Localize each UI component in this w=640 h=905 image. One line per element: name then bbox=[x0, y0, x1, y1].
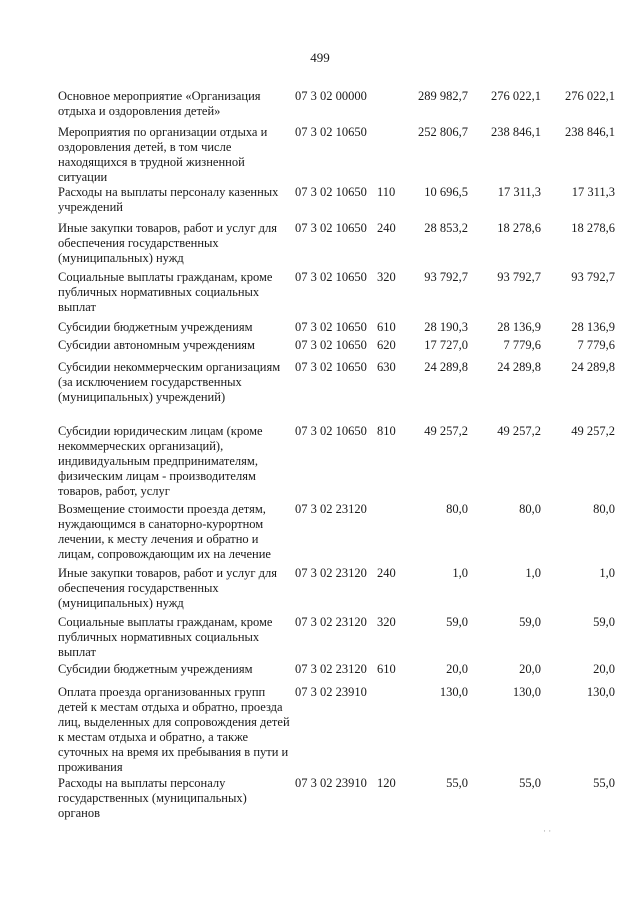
row-code: 07 3 02 23120 bbox=[295, 502, 367, 516]
row-code: 07 3 02 23120 bbox=[295, 566, 367, 580]
row-expense-type: 810 bbox=[377, 424, 396, 438]
row-name: Субсидии автономным учреждениям bbox=[58, 338, 255, 352]
row-value-year-1: 1,0 bbox=[452, 566, 468, 580]
row-value-year-1: 55,0 bbox=[446, 776, 468, 790]
row-value-year-3: 20,0 bbox=[593, 662, 615, 676]
row-expense-type: 630 bbox=[377, 360, 396, 374]
row-value-year-2: 276 022,1 bbox=[491, 89, 541, 103]
row-value-year-2: 55,0 bbox=[519, 776, 541, 790]
row-value-year-2: 28 136,9 bbox=[497, 320, 541, 334]
row-expense-type: 620 bbox=[377, 338, 396, 352]
row-code: 07 3 02 23910 bbox=[295, 685, 367, 699]
row-name: Иные закупки товаров, работ и услуг для обеспечения государственных (муниципальных) нужд bbox=[58, 566, 278, 610]
row-value-year-1: 289 982,7 bbox=[418, 89, 468, 103]
row-code: 07 3 02 10650 bbox=[295, 360, 367, 374]
row-expense-type: 610 bbox=[377, 662, 396, 676]
row-value-year-1: 28 853,2 bbox=[424, 221, 468, 235]
row-value-year-3: 17 311,3 bbox=[571, 185, 615, 199]
row-value-year-2: 80,0 bbox=[519, 502, 541, 516]
row-expense-type: 320 bbox=[377, 615, 396, 629]
row-code: 07 3 02 10650 bbox=[295, 424, 367, 438]
row-value-year-1: 28 190,3 bbox=[424, 320, 468, 334]
row-value-year-3: 55,0 bbox=[593, 776, 615, 790]
row-value-year-3: 49 257,2 bbox=[571, 424, 615, 438]
row-value-year-3: 238 846,1 bbox=[565, 125, 615, 139]
row-code: 07 3 02 23120 bbox=[295, 615, 367, 629]
row-value-year-1: 59,0 bbox=[446, 615, 468, 629]
row-value-year-3: 130,0 bbox=[586, 685, 615, 699]
row-value-year-1: 49 257,2 bbox=[424, 424, 468, 438]
row-expense-type: 240 bbox=[377, 221, 396, 235]
row-value-year-1: 20,0 bbox=[446, 662, 468, 676]
row-value-year-2: 130,0 bbox=[512, 685, 541, 699]
row-name: Субсидии бюджетным учреждениям bbox=[58, 320, 253, 334]
row-name: Социальные выплаты гражданам, кроме публичных нормативных социальных выплат bbox=[58, 270, 273, 314]
row-code: 07 3 02 10650 bbox=[295, 221, 367, 235]
row-name: Социальные выплаты гражданам, кроме публичных нормативных социальных выплат bbox=[58, 615, 273, 659]
row-value-year-1: 252 806,7 bbox=[418, 125, 468, 139]
row-name: Возмещение стоимости проезда детям, нуждающимся в санаторно-курортном лечении, к месту лечения и обратно и лицам, сопровождающим их на лечение bbox=[58, 502, 271, 561]
row-value-year-2: 17 311,3 bbox=[497, 185, 541, 199]
row-code: 07 3 02 10650 bbox=[295, 338, 367, 352]
row-value-year-3: 1,0 bbox=[599, 566, 615, 580]
row-code: 07 3 02 10650 bbox=[295, 125, 367, 139]
row-value-year-3: 7 779,6 bbox=[577, 338, 615, 352]
row-value-year-2: 49 257,2 bbox=[497, 424, 541, 438]
row-name: Субсидии юридическим лицам (кроме некоммерческих организаций), индивидуальным предпринимателям, физическим лицам - производителям товаров, работ, услуг bbox=[58, 424, 263, 498]
row-value-year-2: 24 289,8 bbox=[497, 360, 541, 374]
row-value-year-1: 17 727,0 bbox=[424, 338, 468, 352]
row-value-year-1: 93 792,7 bbox=[424, 270, 468, 284]
row-value-year-2: 18 278,6 bbox=[497, 221, 541, 235]
row-name: Расходы на выплаты персоналу государственных (муниципальных) органов bbox=[58, 776, 247, 820]
row-expense-type: 240 bbox=[377, 566, 396, 580]
row-code: 07 3 02 10650 bbox=[295, 270, 367, 284]
row-name: Расходы на выплаты персоналу казенных учреждений bbox=[58, 185, 279, 214]
row-name: Субсидии некоммерческим организациям (за исключением государственных (муниципальных) учреждений) bbox=[58, 360, 281, 404]
row-value-year-2: 20,0 bbox=[519, 662, 541, 676]
page-number: 499 bbox=[310, 50, 330, 65]
row-value-year-3: 276 022,1 bbox=[565, 89, 615, 103]
row-value-year-3: 28 136,9 bbox=[571, 320, 615, 334]
row-value-year-3: 24 289,8 bbox=[571, 360, 615, 374]
row-code: 07 3 02 00000 bbox=[295, 89, 367, 103]
row-value-year-1: 10 696,5 bbox=[424, 185, 468, 199]
row-value-year-2: 238 846,1 bbox=[491, 125, 541, 139]
row-code: 07 3 02 23910 bbox=[295, 776, 367, 790]
row-value-year-3: 59,0 bbox=[593, 615, 615, 629]
row-value-year-2: 93 792,7 bbox=[497, 270, 541, 284]
row-name: Иные закупки товаров, работ и услуг для обеспечения государственных (муниципальных) нужд bbox=[58, 221, 278, 265]
row-code: 07 3 02 10650 bbox=[295, 185, 367, 199]
row-value-year-3: 80,0 bbox=[593, 502, 615, 516]
row-value-year-1: 24 289,8 bbox=[424, 360, 468, 374]
row-expense-type: 610 bbox=[377, 320, 396, 334]
scan-mark: · · bbox=[543, 826, 552, 836]
row-name: Оплата проезда организованных групп детей к местам отдыха и обратно, проезда лиц, выделенных для сопровождения детей к местам отдыха и обратно, а также суточных на время их пребывания в пути и проживания bbox=[58, 685, 290, 774]
row-value-year-3: 93 792,7 bbox=[571, 270, 615, 284]
row-expense-type: 320 bbox=[377, 270, 396, 284]
row-expense-type: 110 bbox=[377, 185, 396, 199]
row-code: 07 3 02 10650 bbox=[295, 320, 367, 334]
row-value-year-2: 7 779,6 bbox=[503, 338, 541, 352]
row-name: Субсидии бюджетным учреждениям bbox=[58, 662, 253, 676]
row-name: Мероприятия по организации отдыха и оздоровления детей, в том числе находящихся в трудной жизненной ситуации bbox=[58, 125, 268, 184]
row-value-year-1: 80,0 bbox=[446, 502, 468, 516]
row-value-year-1: 130,0 bbox=[439, 685, 468, 699]
row-name: Основное мероприятие «Организация отдыха и оздоровления детей» bbox=[58, 89, 261, 118]
row-value-year-3: 18 278,6 bbox=[571, 221, 615, 235]
row-value-year-2: 59,0 bbox=[519, 615, 541, 629]
row-value-year-2: 1,0 bbox=[525, 566, 541, 580]
row-expense-type: 120 bbox=[377, 776, 396, 790]
row-code: 07 3 02 23120 bbox=[295, 662, 367, 676]
